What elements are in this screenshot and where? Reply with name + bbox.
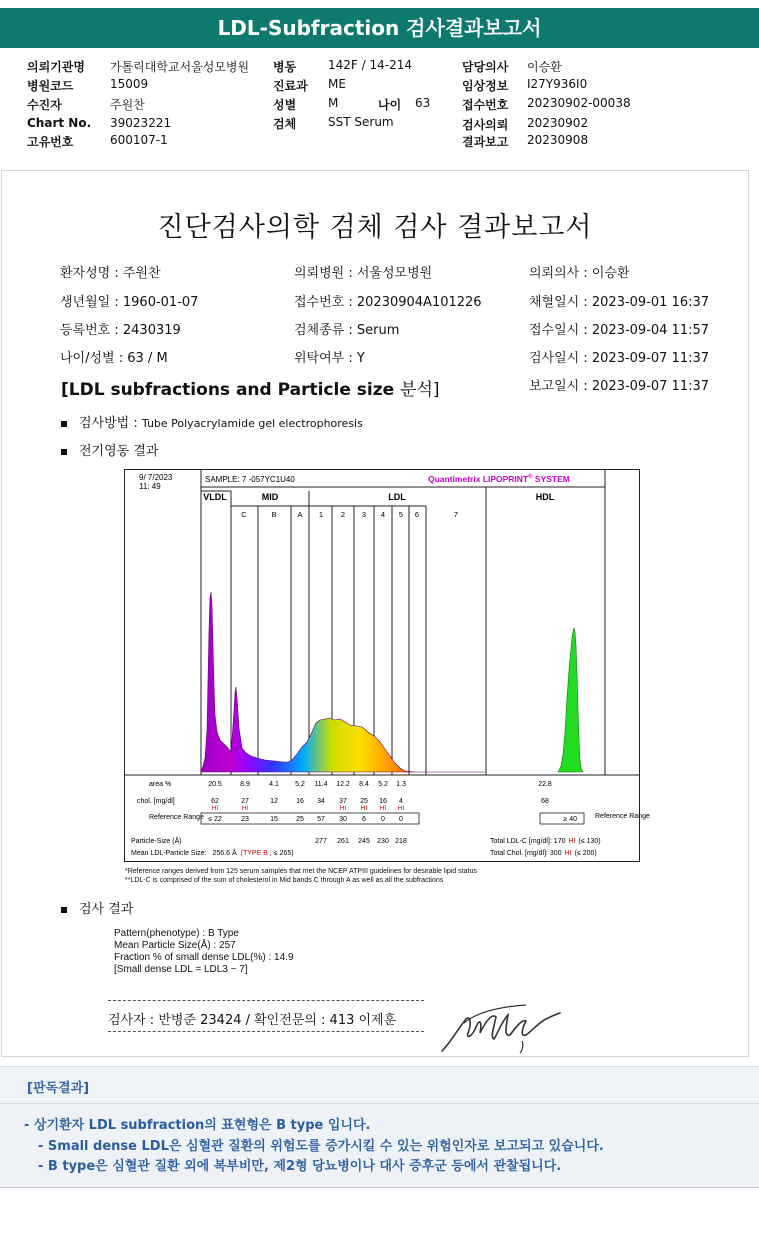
ref-value: 15 bbox=[270, 816, 278, 823]
result-lines bbox=[114, 928, 294, 976]
hosp-code: 15009 bbox=[110, 77, 149, 91]
chol-hi: HI bbox=[360, 805, 368, 812]
chol-value: 34 bbox=[317, 798, 325, 805]
collect-time: 채혈일시 : 2023-09-01 16:37 bbox=[529, 295, 710, 310]
outsourced: 위탁여부 : Y bbox=[294, 351, 365, 366]
readout-line-3: - B type은 심혈관 질환 외에 복부비만, 제2형 당뇨병이나 대사 증후군 등에서 관찰됩니다. bbox=[38, 1159, 562, 1174]
req-hospital: 의뢰병원 : 서울성모병원 bbox=[294, 266, 433, 281]
band-mid-label: MID bbox=[261, 492, 279, 502]
specimen-type: 검체종류 : Serum bbox=[294, 323, 400, 338]
chol-hi: HI bbox=[339, 805, 347, 812]
lipoprint-chart bbox=[125, 470, 650, 861]
area-value: 22.8 bbox=[538, 781, 552, 788]
sub-band-label: 4 bbox=[380, 510, 386, 519]
graph-brand-name: Quantimetrix LIPOPRINT bbox=[428, 474, 529, 484]
mean-type: (TYPE B ; bbox=[240, 850, 272, 857]
readout-line-1: - 상기환자 LDL subfraction의 표현형은 B type 입니다. bbox=[24, 1118, 371, 1133]
age-sex: 나이/성별 : 63 / M bbox=[60, 351, 168, 366]
chol-hi: HI bbox=[211, 805, 219, 812]
graph-brand bbox=[428, 473, 570, 484]
total-chol bbox=[490, 850, 597, 857]
bullet-icon bbox=[61, 907, 67, 913]
hosp-code-label: 병원코드 bbox=[27, 79, 74, 93]
dashed-divider bbox=[108, 1000, 424, 1001]
report-date: 20230908 bbox=[527, 133, 589, 147]
sub-band-label: C bbox=[241, 510, 247, 519]
graph-sample: SAMPLE: 7 -057YC1U40 bbox=[205, 475, 295, 484]
doctor: 이승환 bbox=[527, 60, 562, 74]
size-value: 261 bbox=[337, 838, 349, 845]
chol-value: 12 bbox=[270, 798, 278, 805]
method-bullet bbox=[61, 412, 363, 431]
densitometry-curve bbox=[201, 592, 485, 772]
area-value: 11.4 bbox=[314, 781, 328, 788]
size-label: Particle-Size (Å) bbox=[131, 838, 182, 845]
inspector: 검사자 : 반병준 23424 / 확인전문의 : 413 이제훈 bbox=[108, 1013, 397, 1028]
ref-value: 30 bbox=[339, 816, 347, 823]
bullet-icon bbox=[61, 421, 67, 427]
total-ldl-hi: HI bbox=[568, 838, 576, 845]
fraction: Fraction % of small dense LDL(%) : 14.9 bbox=[114, 952, 294, 963]
ref-row bbox=[208, 816, 403, 823]
report-title-bar: LDL-Subfraction 검사결과보고서 bbox=[0, 8, 759, 48]
signature-stroke bbox=[520, 1041, 523, 1053]
total-chol-text: Total Chol. [mg/dl]: 300 bbox=[490, 850, 562, 857]
age: 63 bbox=[415, 96, 431, 110]
unique: 600107-1 bbox=[110, 133, 168, 147]
bullet-icon bbox=[61, 449, 67, 455]
ref-value: 0 bbox=[399, 816, 403, 823]
chol-value: 16 bbox=[379, 798, 387, 805]
size-row bbox=[315, 838, 407, 845]
area-value: 20.5 bbox=[208, 781, 222, 788]
hdl-peak bbox=[558, 628, 583, 772]
header-info bbox=[0, 55, 759, 155]
band-hdl-label: HDL bbox=[535, 492, 555, 502]
graph-brand-end: SYSTEM bbox=[532, 474, 570, 484]
ward: 142F / 14-214 bbox=[328, 58, 412, 72]
report-document bbox=[1, 170, 749, 1057]
specimen-label: 검체 bbox=[273, 117, 297, 131]
ref-value: ≤ 22 bbox=[208, 816, 222, 823]
request: 20230902 bbox=[527, 116, 589, 130]
receipt: 20230902-00038 bbox=[527, 96, 631, 110]
method-label: 검사방법 : bbox=[79, 416, 142, 431]
chol-value: 37 bbox=[339, 798, 347, 805]
electro-bullet bbox=[61, 440, 158, 459]
sex-label: 성별 bbox=[273, 98, 297, 112]
receipt-no: 접수번호 : 20230904A101226 bbox=[294, 295, 482, 310]
ref-box bbox=[201, 813, 419, 824]
doctor-label: 담당의사 bbox=[462, 60, 509, 74]
chol-hi: HI bbox=[241, 805, 249, 812]
area-value: 8.9 bbox=[240, 781, 250, 788]
patient-label: 수진자 bbox=[27, 98, 62, 112]
chol-hi: HI bbox=[379, 805, 387, 812]
size-value: 230 bbox=[377, 838, 389, 845]
area-row bbox=[208, 781, 552, 788]
clinical-label: 임상정보 bbox=[462, 79, 509, 93]
ref-value: 57 bbox=[317, 816, 325, 823]
section-title bbox=[61, 375, 440, 400]
area-value: 8.4 bbox=[359, 781, 369, 788]
ref-range-right: Reference Range bbox=[595, 813, 650, 820]
sub-band-label: 3 bbox=[361, 510, 367, 519]
mean-size: Mean Particle Size(Å) : 257 bbox=[114, 940, 236, 951]
pattern: Pattern(phenotype) : B Type bbox=[114, 928, 239, 939]
chart: 39023221 bbox=[110, 116, 172, 130]
footnote-1: *Reference ranges derived from 125 serum samples that met the NCEP ATPIII guidelines for desirable lipid status bbox=[125, 868, 477, 875]
patient: 주원찬 bbox=[110, 98, 145, 112]
readout-line-2: - Small dense LDL은 심혈관 질환의 위험도를 증가시킬 수 있는 위험인자로 보고되고 있습니다. bbox=[38, 1139, 604, 1154]
sub-band-label: B bbox=[271, 510, 277, 519]
chol-label: chol. [mg/dl] bbox=[137, 798, 175, 805]
band-vldl-label: VLDL bbox=[203, 492, 227, 502]
dept-label: 진료과 bbox=[273, 79, 308, 93]
method: Tube Polyacrylamide gel electrophoresis bbox=[141, 417, 363, 430]
chol-value: 25 bbox=[360, 798, 368, 805]
chart-label: Chart No. bbox=[27, 116, 92, 130]
ward-label: 병동 bbox=[273, 60, 297, 74]
total-ldl-ref: (≤ 130) bbox=[578, 838, 601, 845]
mean-label-text: Mean LDL-Particle Size: bbox=[131, 850, 207, 857]
mean-type-end: ≤ 265) bbox=[273, 850, 294, 857]
electro-label: 전기영동 결과 bbox=[79, 444, 159, 459]
mean-value: 256.6 Å bbox=[212, 850, 237, 857]
result-bullet bbox=[61, 898, 133, 917]
reg-no: 등록번호 : 2430319 bbox=[60, 323, 181, 338]
req-doctor: 의뢰의사 : 이승환 bbox=[529, 266, 630, 281]
ref-label: Reference Range bbox=[149, 814, 204, 821]
readout-header bbox=[0, 1066, 759, 1104]
report-label: 결과보고 bbox=[462, 135, 509, 149]
band-ldl-label: LDL bbox=[388, 492, 406, 502]
ref-value: 23 bbox=[241, 816, 249, 823]
total-ldl bbox=[490, 838, 601, 845]
sdldl-note: [Small dense LDL = LDL3 ~ 7] bbox=[114, 964, 248, 975]
total-chol-ref: (≤ 200) bbox=[574, 850, 597, 857]
total-chol-hi: HI bbox=[564, 850, 572, 857]
readout-body bbox=[0, 1104, 759, 1188]
chol-value: 62 bbox=[211, 798, 219, 805]
result-label: 검사 결과 bbox=[79, 902, 134, 917]
sex: M bbox=[328, 96, 339, 110]
sub-band-label: A bbox=[297, 510, 303, 519]
test-time: 검사일시 : 2023-09-07 11:37 bbox=[529, 351, 710, 366]
size-value: 277 bbox=[315, 838, 327, 845]
req-org: 가톨릭대학교서울성모병원 bbox=[110, 60, 250, 74]
chol-value: 4 bbox=[399, 798, 403, 805]
specimen: SST Serum bbox=[328, 115, 394, 129]
size-value: 218 bbox=[395, 838, 407, 845]
hdl-ref-box bbox=[540, 813, 584, 824]
hi-row bbox=[212, 805, 405, 812]
sub-band-label: 5 bbox=[398, 510, 404, 519]
section-title-eng: [LDL subfractions and Particle size bbox=[61, 380, 401, 400]
area-value: 4.1 bbox=[269, 781, 279, 788]
ref-value: 0 bbox=[381, 816, 385, 823]
clinical: I27Y936I0 bbox=[527, 77, 588, 91]
patient-name: 환자성명 : 주원찬 bbox=[60, 266, 161, 281]
area-value: 5.2 bbox=[295, 781, 305, 788]
sub-band-label: 7 bbox=[453, 510, 459, 519]
unique-label: 고유번호 bbox=[27, 135, 74, 149]
receipt-time: 접수일시 : 2023-09-04 11:57 bbox=[529, 323, 710, 338]
hdl-ref: ≥ 40 bbox=[563, 816, 577, 823]
signature-stroke bbox=[442, 1013, 560, 1051]
req-org-label: 의뢰기관명 bbox=[27, 60, 85, 74]
area-label: area % bbox=[149, 781, 172, 788]
request-label: 검사의뢰 bbox=[462, 118, 509, 132]
signature-image bbox=[436, 993, 566, 1059]
readout-header-text: [판독결과] bbox=[27, 1081, 90, 1096]
dob: 생년월일 : 1960-01-07 bbox=[60, 295, 199, 310]
chol-hi: HI bbox=[397, 805, 405, 812]
graph-date: 9/ 7/2023 bbox=[139, 473, 173, 482]
footnote-2: **LDL-C is comprised of the sum of cholesterol in Mid bands C through A as well as all the subfractions bbox=[125, 877, 444, 884]
area-value: 12.2 bbox=[336, 781, 350, 788]
document-title: 진단검사의학 검체 검사 결과보고서 bbox=[157, 212, 593, 243]
graph-brand-sup: ® bbox=[528, 474, 533, 480]
total-ldl-text: Total LDL-C [mg/dl]: 170 bbox=[490, 838, 566, 845]
sub-band-label: 6 bbox=[414, 510, 420, 519]
dashed-divider bbox=[108, 1031, 424, 1032]
ref-value: 25 bbox=[296, 816, 304, 823]
size-value: 245 bbox=[358, 838, 370, 845]
mean-label bbox=[131, 848, 294, 857]
sub-band-label: 2 bbox=[340, 510, 346, 519]
chol-value: 27 bbox=[241, 798, 249, 805]
section-title-kor: 분석] bbox=[400, 380, 440, 400]
area-value: 1.3 bbox=[396, 781, 406, 788]
lipoprint-graph bbox=[124, 469, 650, 862]
dept: ME bbox=[328, 77, 346, 91]
chol-row bbox=[211, 798, 549, 805]
graph-time: 11: 49 bbox=[139, 482, 161, 491]
report-time: 보고일시 : 2023-09-07 11:37 bbox=[529, 379, 710, 394]
ref-value: 6 bbox=[362, 816, 366, 823]
area-value: 5.2 bbox=[378, 781, 388, 788]
sub-band-label: 1 bbox=[318, 510, 324, 519]
chol-value: 16 bbox=[296, 798, 304, 805]
age-label: 나이 bbox=[378, 98, 402, 112]
chol-value: 68 bbox=[541, 798, 549, 805]
receipt-label: 접수번호 bbox=[462, 98, 509, 112]
